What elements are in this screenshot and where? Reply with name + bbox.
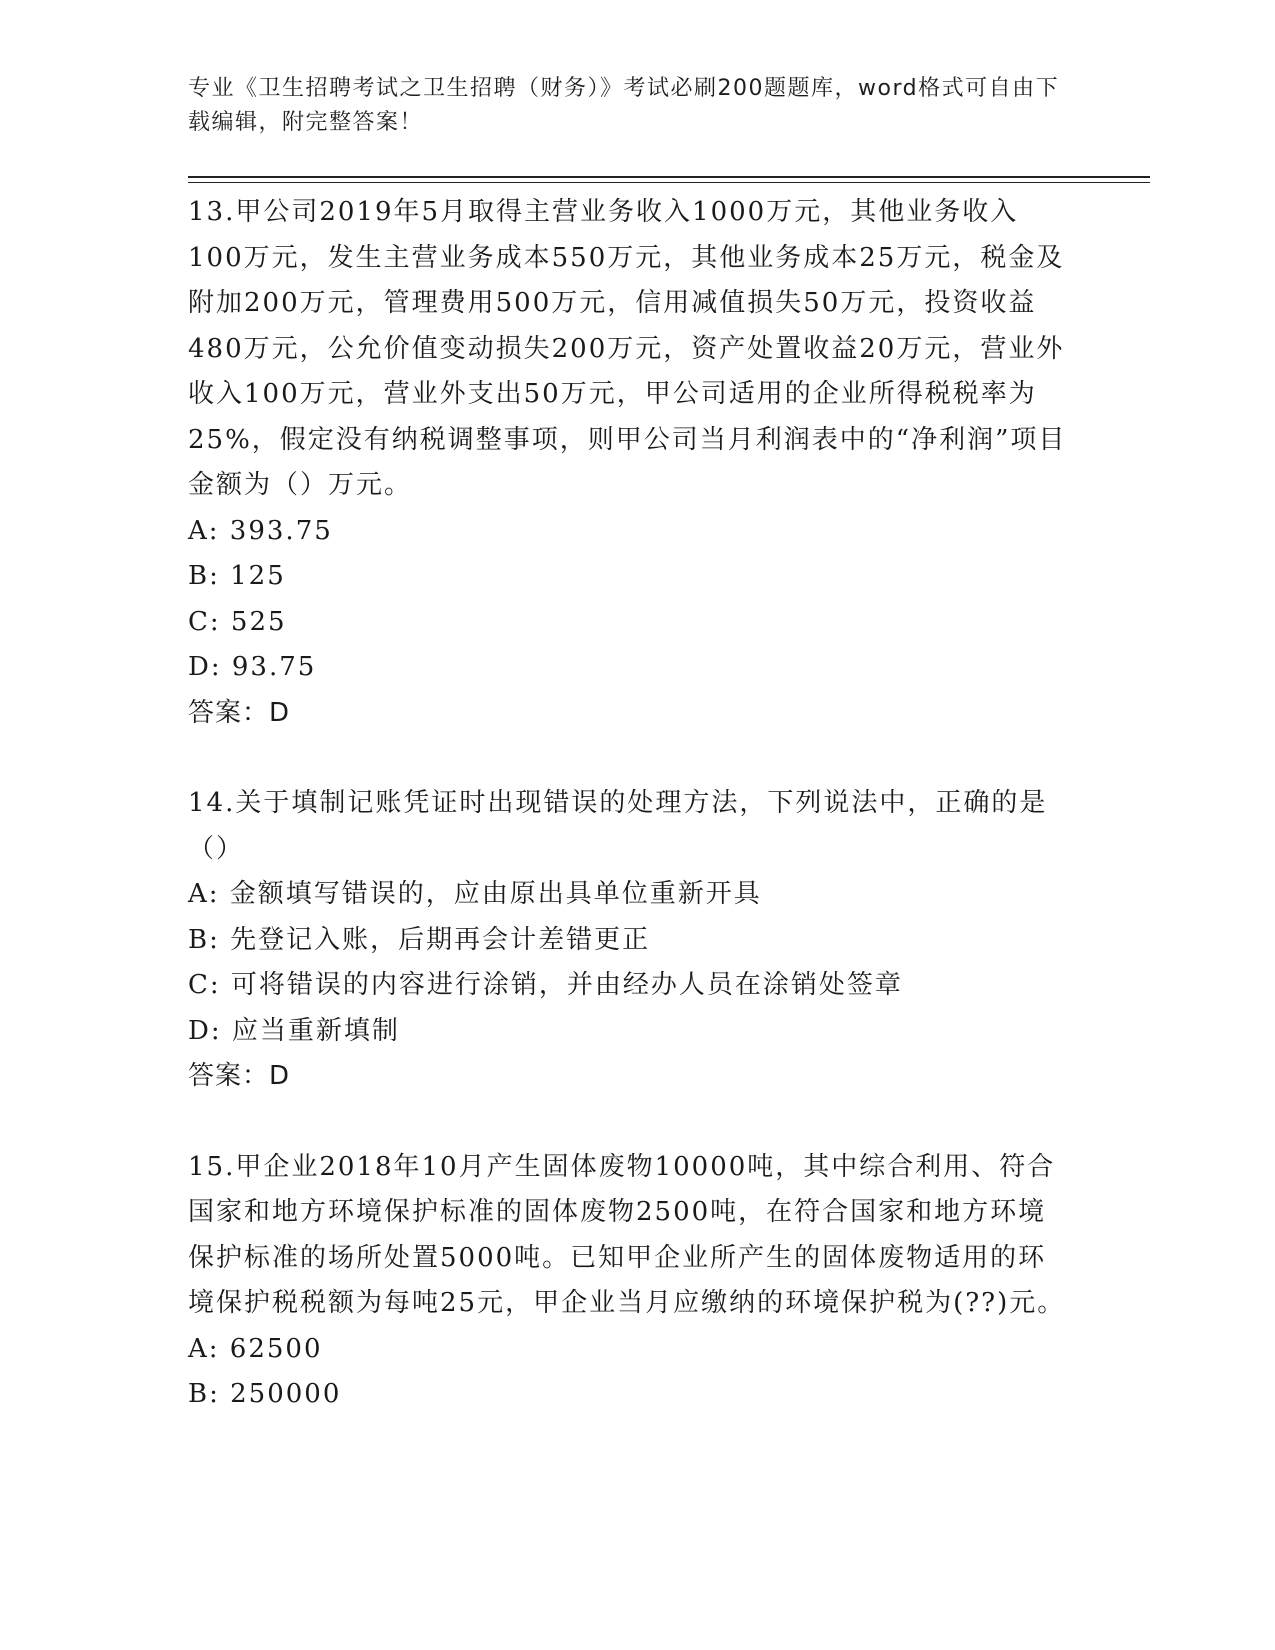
header-divider <box>188 176 1150 178</box>
answer-line: 答案：D <box>188 1061 291 1091</box>
option-d: D: 93.75 <box>188 652 317 682</box>
question-stem: 15.甲企业2018年10月产生固体废物10000吨，其中综合利用、符合国家和地方环境保护标准的固体废物2500吨，在符合国家和地方环境保护标准的场所处置5000吨。已知甲企业所产生的固体废物适用的环境保护税税额为每吨25元，甲企业当月应缴纳的环境保护税为(??)元。 <box>188 1151 1066 1318</box>
question-spacer <box>188 736 1068 781</box>
question-14 <box>188 781 1068 1100</box>
option-a: A: 金额填写错误的，应由原出具单位重新开具 <box>188 879 762 909</box>
document-header <box>188 72 1078 140</box>
question-stem: 13.甲公司2019年5月取得主营业务收入1000万元，其他业务收入100万元，发生主营业务成本550万元，其他业务成本25万元，税金及附加200万元，管理费用500万元，信用减值损失50万元，投资收益480万元，公允价值变动损失200万元，资产处置收益20万元，营业外收入100万元，营业外支出50万元，甲公司适用的企业所得税税率为25%，假定没有纳税调整事项，则甲公司当月利润表中的“净利润”项目金额为（）万元。 <box>188 197 1067 500</box>
question-stem: 14.关于填制记账凭证时出现错误的处理方法，下列说法中，正确的是（） <box>188 788 1048 864</box>
option-b: B: 125 <box>188 561 286 591</box>
option-a: A: 62500 <box>188 1333 323 1364</box>
option-c: C: 可将错误的内容进行涂销，并由经办人员在涂销处签章 <box>188 970 903 1000</box>
option-d: D: 应当重新填制 <box>188 1015 400 1046</box>
answer-line: 答案：D <box>188 697 291 728</box>
header-text: 专业《卫生招聘考试之卫生招聘（财务）》考试必刷200题题库，word格式可自由下载编辑，附完整答案！ <box>188 76 1060 135</box>
option-b: B: 250000 <box>188 1379 342 1409</box>
option-c: C: 525 <box>188 606 287 637</box>
question-13 <box>188 190 1068 736</box>
header-divider-thin <box>188 182 1150 183</box>
question-spacer <box>188 1100 1068 1145</box>
question-15 <box>188 1145 1068 1418</box>
option-b: B: 先登记入账，后期再会计差错更正 <box>188 924 651 955</box>
question-list <box>188 190 1068 1418</box>
option-a: A: 393.75 <box>188 515 333 546</box>
